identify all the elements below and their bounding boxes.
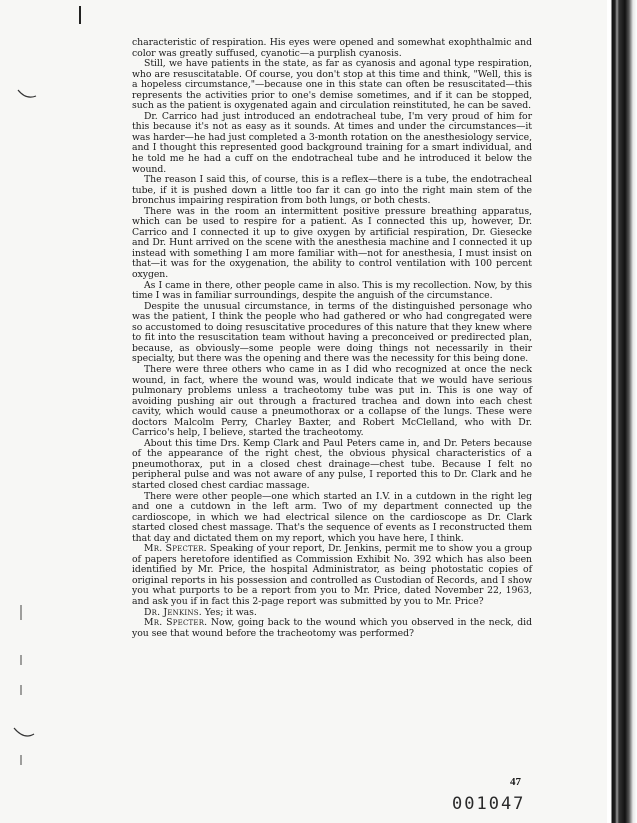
- speaker-name: Mr. Specter.: [144, 617, 208, 629]
- paragraph: The reason I said this, of course, this is a reflex—there is a tube, the endotracheal tube, if it is pushed down a little too far it can go into the right main stem of the bronchus impairing respiration from both lungs, or both chests.: [132, 174, 532, 207]
- paragraph: Still, we have patients in the state, as far as cyanosis and agonal type respiration, who are resuscitatable. Of course, you don't stop at this time and think, "Well, this is a hopeless circumstance,"—because one in this state can often be resuscitated—this represents the activities prior to one's demise sometimes, and if it can be stopped, such as the patient is oxygenated again and circulation reinstituted, he can be saved.: [132, 58, 532, 112]
- paragraph: There were other people—one which started an I.V. in a cutdown in the right leg and one a cutdown in the left arm. Two of my department connected up the cardioscope, in which we had electrical silence on the cardioscope as Dr. Clark started closed chest massage. That's the sequence of events as I reconstructed them that day and dictated them on my report, which you have here, I think.: [132, 490, 532, 544]
- transcript-body: [132, 38, 532, 639]
- dialogue-line: [132, 618, 532, 639]
- speaker-name: Dr. Jenkins.: [144, 606, 202, 618]
- dialogue-text: Yes; it was.: [201, 606, 257, 618]
- paragraph: As I came in there, other people came in also. This is my recollection. Now, by this time I was in familiar surroundings, despite the anguish of the circumstance.: [132, 279, 532, 302]
- margin-tick-mark: [18, 90, 36, 97]
- paragraph: Dr. Carrico had just introduced an endotracheal tube, I'm very proud of him for this because it's not as easy as it sounds. At times and under the circumstances—it was harder—he had just completed a 3-month rotation on the anesthesiology service, and I thought this represented good background training for a smart individual, and he told me he had a cuff on the endotracheal tube and he introduced it below the wound.: [132, 110, 532, 175]
- paragraph: Despite the unusual circumstance, in terms of the distinguished personage who was the patient, I think the people who had gathered or who had congregated were so accustomed to doing resuscitative procedures of this nature that they knew where to fit into the resuscitation team without having a preconceived or predirected plan, because, as obviously—some people were doing things not necessarily in their specialty, but there was the opening and there was the necessity for this being done.: [132, 300, 532, 365]
- binding-edge: [607, 0, 637, 823]
- speaker-name: Mr. Specter.: [144, 543, 207, 555]
- dialogue-text: Now, going back to the wound which you observed in the neck, did you see that wound before the tracheotomy was performed?: [132, 617, 532, 639]
- dialogue-text: Speaking of your report, Dr. Jenkins, permit me to show you a group of papers heretofore identified as Commission Exhibit No. 392 which has also been identified by Mr. Price, the hospital Administrator, as being photostatic copies of original reports in his possession and controlled as Custodian of Records, and I show you what purports to be a report from you to Mr. Price, dated November 22, 1963, and ask you if in fact this 2-page report was submitted by you to Mr. Price?: [132, 543, 532, 607]
- paragraph: About this time Drs. Kemp Clark and Paul Peters came in, and Dr. Peters because of the appearance of the right chest, the obvious physical characteristics of a pneumothorax, put in a closed chest drainage—chest tube. Because I felt no peripheral pulse and was not aware of any pulse, I reported this to Dr. Clark and he started closed chest cardiac massage.: [132, 437, 532, 491]
- paragraph: There were three others who came in as I did who recognized at once the neck wound, in fact, where the wound was, would indicate that we would have serious pulmonary problems unless a tracheotomy tube was put in. This is one way of avoiding pushing air out through a fractured trachea and down into each chest cavity, which would cause a pneumothorax or a collapse of the lungs. These were doctors Malcolm Perry, Charley Baxter, and Robert McClelland, who with Dr. Carrico's help, I believe, started the tracheotomy.: [132, 363, 532, 439]
- document-number: 001047: [452, 794, 526, 814]
- paragraph: There was in the room an intermittent positive pressure breathing apparatus, which can be used to respire for a patient. As I connected this up, however, Dr. Carrico and I connected it up to give oxygen by artificial respiration, Dr. Giesecke and Dr. Hunt arrived on the scene with the anesthesia machine and I connected it up instead with something I am more familiar with—not for anesthesia, I must insist on that—it was for the oxygenation, the ability to control ventilation with 100 percent oxygen.: [132, 205, 532, 281]
- margin-tick-mark: [14, 728, 34, 736]
- page-number: 47: [510, 776, 521, 788]
- paragraph: characteristic of respiration. His eyes were opened and somewhat exophthalmic and color was greatly suffused, cyanotic—a purplish cyanosis.: [132, 37, 532, 59]
- dialogue-line: [132, 544, 532, 607]
